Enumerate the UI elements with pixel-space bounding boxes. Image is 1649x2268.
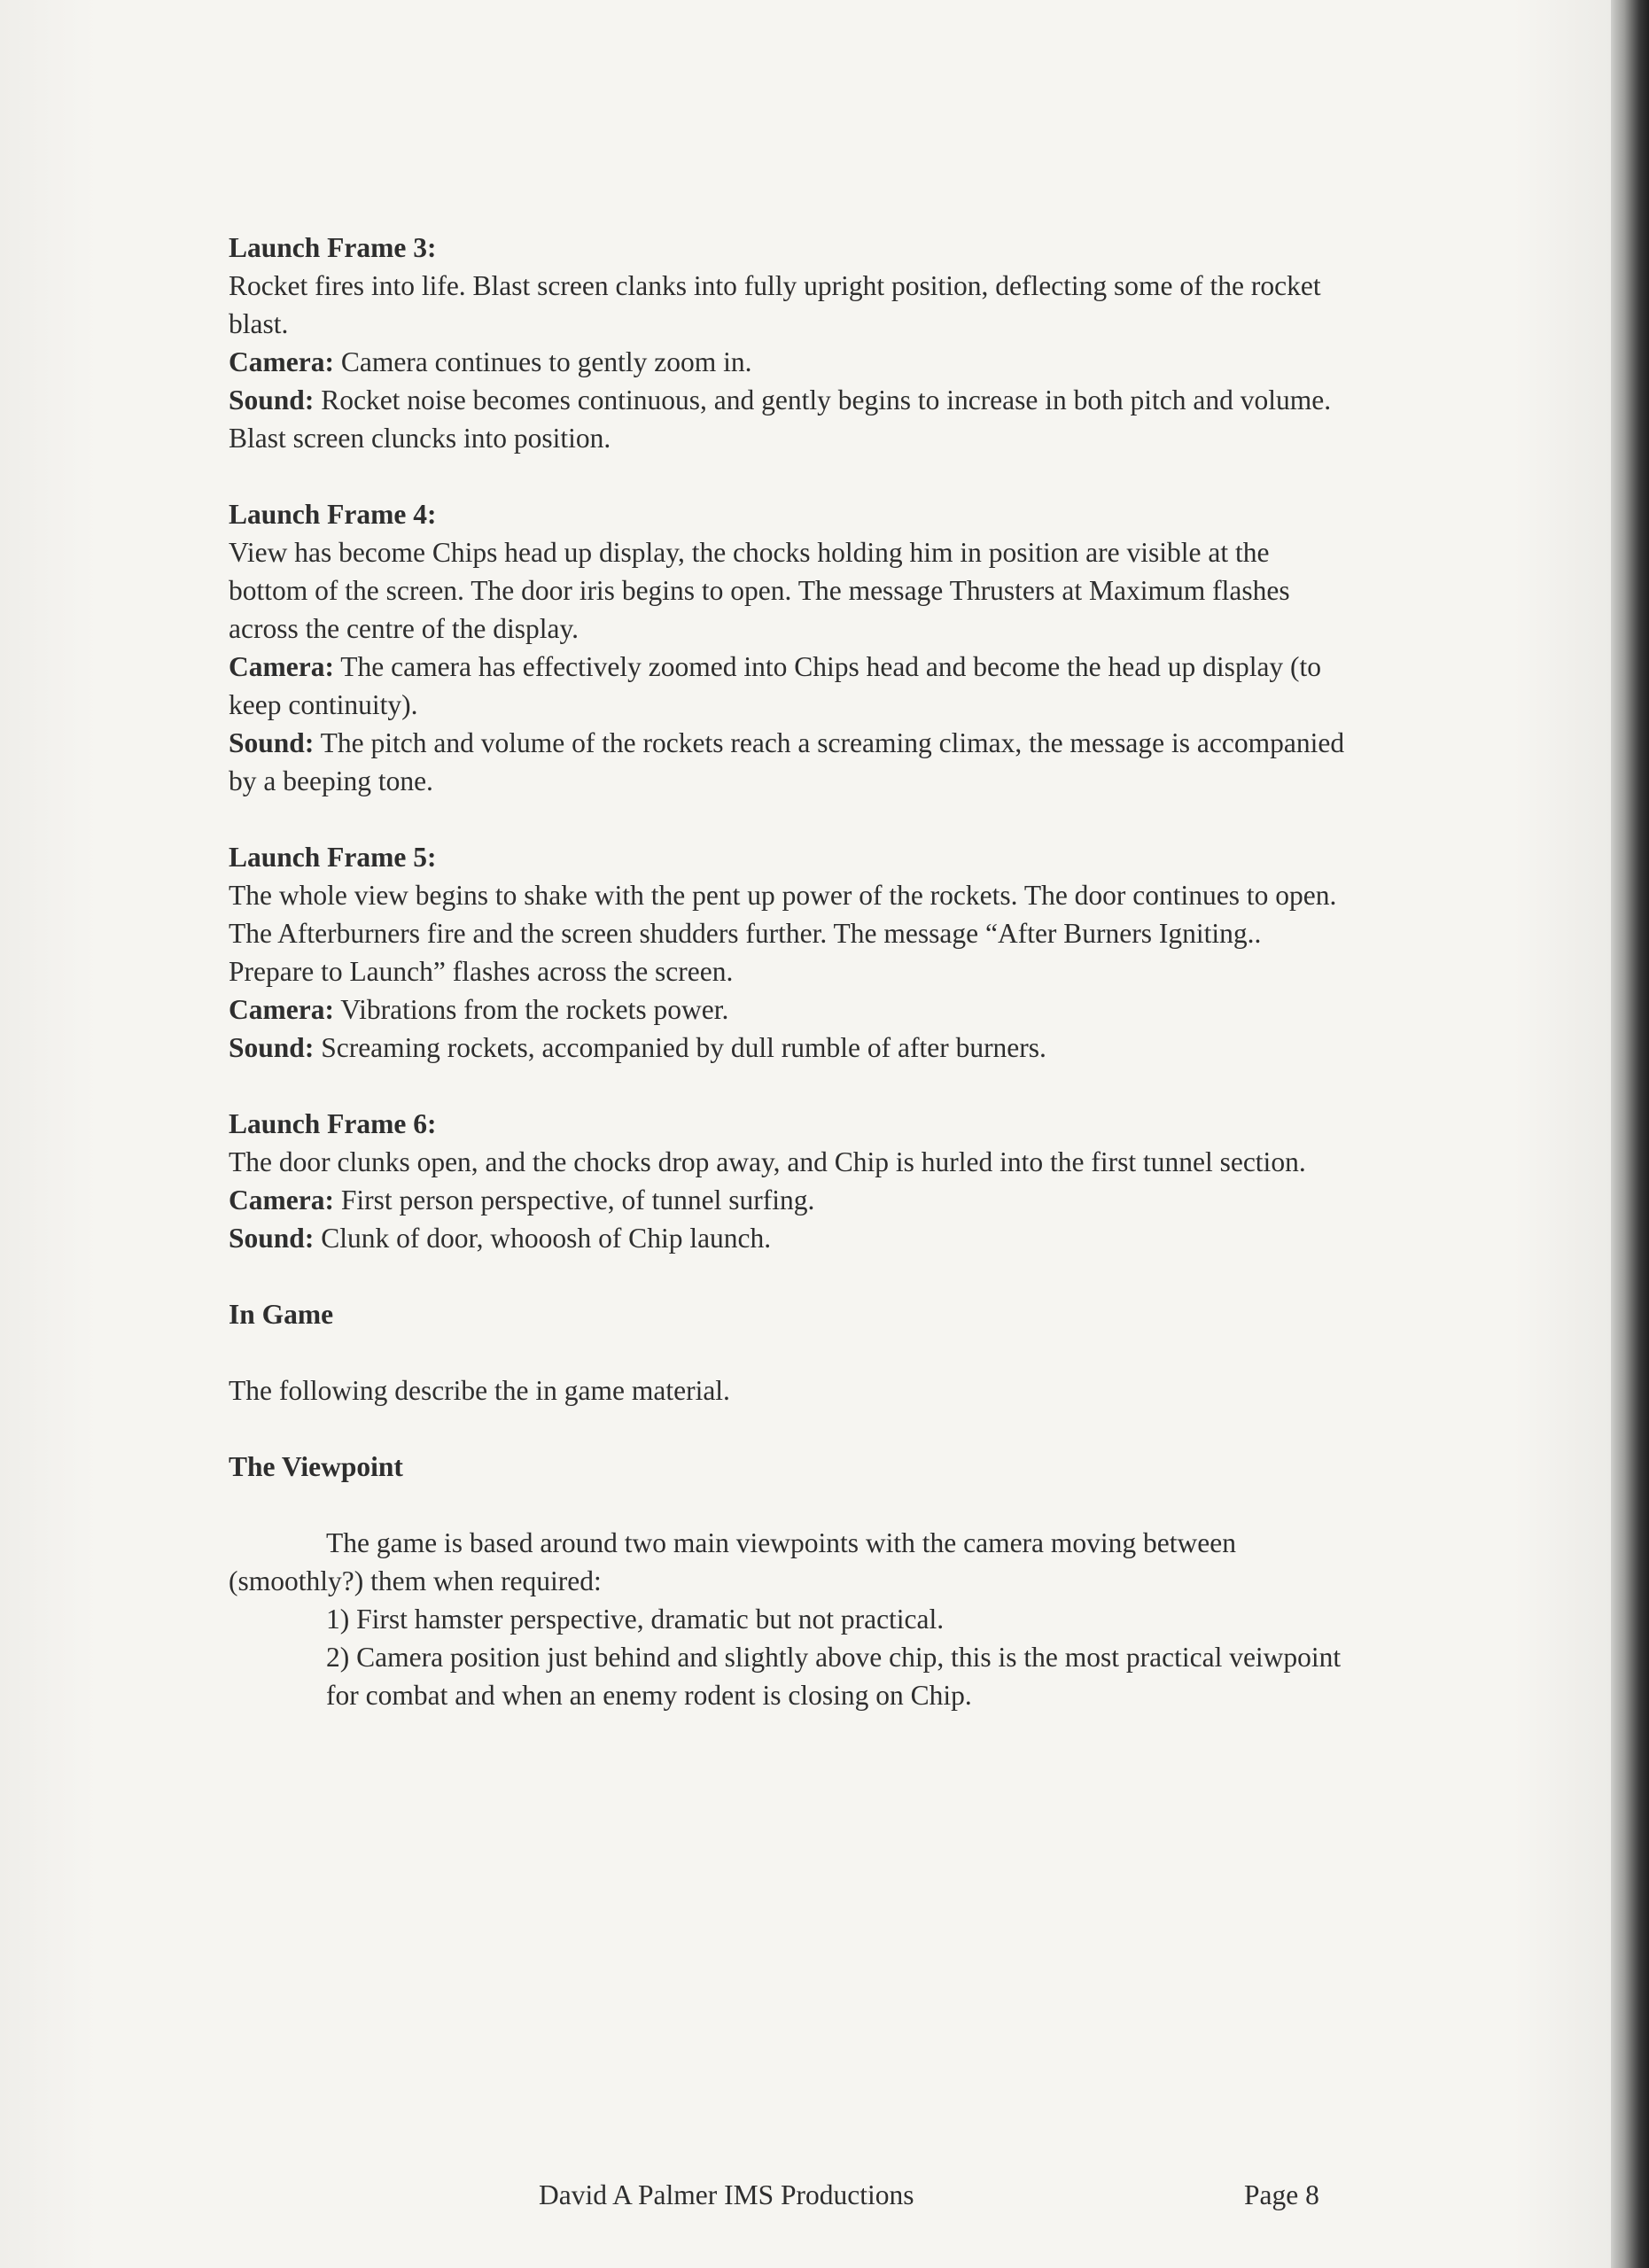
- section-heading-viewpoint: The Viewpoint: [229, 1451, 403, 1482]
- footer-author: David A Palmer IMS Productions: [539, 2179, 914, 2210]
- in-game-intro-block: [229, 1371, 1347, 1410]
- sound-text: Rocket noise becomes continuous, and gently begins to increase in both pitch and volume. Blast screen cluncks into position.: [229, 384, 1332, 454]
- camera-line: [229, 648, 1347, 724]
- in-game-intro: The following describe the in game material.: [229, 1375, 730, 1406]
- camera-text: First person perspective, of tunnel surfing.: [340, 1184, 815, 1216]
- camera-label: Camera:: [229, 651, 334, 682]
- viewpoint-heading-block: [229, 1448, 1347, 1486]
- launch-frame-heading: Launch Frame 6:: [229, 1108, 437, 1139]
- viewpoint-paragraph: The game is based around two main viewpoints with the camera moving between (smoothly?) them when required:: [229, 1527, 1236, 1596]
- camera-label: Camera:: [229, 346, 334, 377]
- sound-label: Sound:: [229, 727, 315, 758]
- sound-label: Sound:: [229, 1032, 315, 1063]
- launch-frame-4: [229, 495, 1347, 800]
- sound-text: Clunk of door, whooosh of Chip launch.: [321, 1223, 772, 1254]
- camera-line: [229, 343, 1347, 381]
- sound-line: [229, 381, 1347, 457]
- in-game-section: [229, 1295, 1347, 1333]
- viewpoint-list-item: 1) First hamster perspective, dramatic but not practical.: [326, 1604, 945, 1635]
- camera-label: Camera:: [229, 1184, 334, 1216]
- scan-edge-shadow: [1611, 0, 1649, 2268]
- camera-line: [229, 990, 1347, 1029]
- viewpoint-list-item: 2) Camera position just behind and slightly above chip, this is the most practical veiwpoint for combat and when an enemy rodent is closing on Chip.: [326, 1642, 1342, 1711]
- sound-label: Sound:: [229, 384, 315, 416]
- launch-frame-3: [229, 229, 1347, 457]
- document-body: [229, 229, 1347, 1714]
- launch-frame-description: The whole view begins to shake with the pent up power of the rockets. The door continues to open. The Afterburners fire and the screen shudders further. The message “After Burners Igniting.. Prepare to Launch” flashes across the screen.: [229, 880, 1337, 987]
- launch-frame-description: Rocket fires into life. Blast screen clanks into fully upright position, deflecting some of the rocket blast.: [229, 270, 1321, 339]
- launch-frame-description: View has become Chips head up display, the chocks holding him in position are visible at the bottom of the screen. The door iris begins to open. The message Thrusters at Maximum flashes across the centre of the display.: [229, 537, 1290, 644]
- launch-frame-heading: Launch Frame 5:: [229, 842, 437, 873]
- sound-text: The pitch and volume of the rockets reach a screaming climax, the message is accompanied by a beeping tone.: [229, 727, 1345, 796]
- camera-text: Camera continues to gently zoom in.: [340, 346, 752, 377]
- launch-frame-description: The door clunks open, and the chocks drop away, and Chip is hurled into the first tunnel section.: [229, 1146, 1306, 1177]
- sound-label: Sound:: [229, 1223, 315, 1254]
- section-heading-in-game: In Game: [229, 1299, 334, 1330]
- launch-frame-heading: Launch Frame 4:: [229, 499, 437, 530]
- camera-text: Vibrations from the rockets power.: [340, 994, 729, 1025]
- sound-text: Screaming rockets, accompanied by dull rumble of after burners.: [321, 1032, 1046, 1063]
- launch-frame-5: [229, 838, 1347, 1067]
- sound-line: [229, 724, 1347, 800]
- viewpoint-section: [229, 1524, 1347, 1714]
- camera-line: [229, 1181, 1347, 1219]
- sound-line: [229, 1029, 1347, 1067]
- footer-page-number: Page 8: [1244, 2179, 1319, 2210]
- launch-frame-heading: Launch Frame 3:: [229, 232, 437, 263]
- camera-label: Camera:: [229, 994, 334, 1025]
- page-footer: [0, 2176, 1611, 2215]
- sound-line: [229, 1219, 1347, 1257]
- launch-frame-6: [229, 1105, 1347, 1257]
- camera-text: The camera has effectively zoomed into Chips head and become the head up display (to keep continuity).: [229, 651, 1322, 720]
